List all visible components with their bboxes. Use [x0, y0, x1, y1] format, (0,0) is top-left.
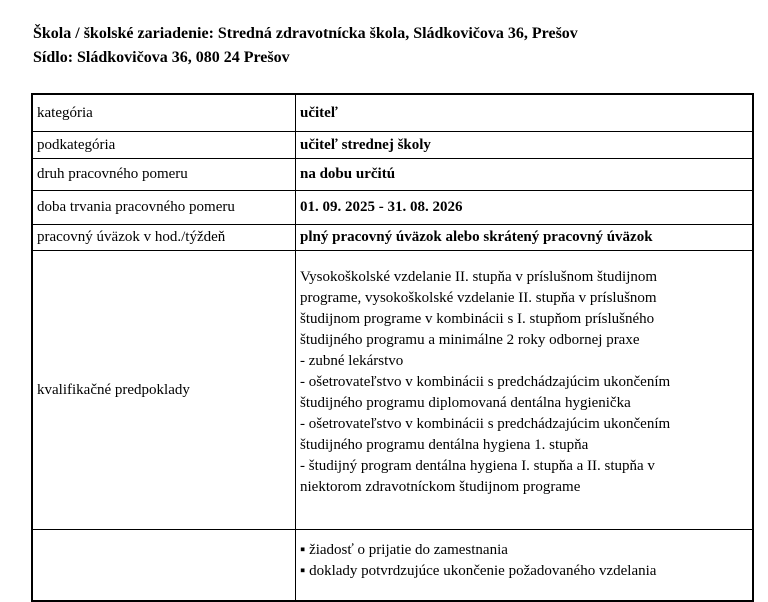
- qualification-line: - študijný program dentálna hygiena I. stupňa a II. stupňa v: [300, 458, 655, 474]
- row-value: plný pracovný úväzok alebo skrátený pracovný úväzok: [296, 225, 754, 251]
- qualification-line: študijného programu diplomovaná dentálna hygienička: [300, 395, 631, 411]
- table-row-category: [32, 94, 753, 132]
- qualification-text: [296, 251, 754, 530]
- seat-line: Sídlo: Sládkovičova 36, 080 24 Prešov: [33, 49, 290, 66]
- row-label: [32, 530, 296, 602]
- qualification-line: študijného programu a minimálne 2 roky odbornej praxe: [300, 332, 640, 348]
- requirement-item: ▪ žiadosť o prijatie do zamestnania: [300, 542, 508, 558]
- qualification-line: niektorom zdravotníckom študijnom programe: [300, 479, 581, 495]
- row-value: učiteľ: [296, 94, 754, 132]
- qualification-line: študijnom programe v kombinácii s I. stupňom príslušného: [300, 311, 655, 327]
- qualification-line: - ošetrovateľstvo v kombinácii s predchádzajúcim ukončením: [300, 416, 671, 432]
- qualification-line: - ošetrovateľstvo v kombinácii s predchádzajúcim ukončením: [300, 374, 671, 390]
- table-row-employment-type: [32, 159, 753, 191]
- row-value: na dobu určitú: [296, 159, 754, 191]
- row-label: podkategória: [32, 132, 296, 159]
- qualification-line: programe, vysokoškolské vzdelanie II. stupňa v príslušnom: [300, 290, 657, 306]
- table-row-subcategory: [32, 132, 753, 159]
- row-label: kategória: [32, 94, 296, 132]
- qualification-line: Vysokoškolské vzdelanie II. stupňa v príslušnom študijnom: [300, 269, 658, 285]
- qualification-line: - zubné lekárstvo: [300, 353, 404, 369]
- table-row-requirements: [32, 530, 753, 602]
- row-label: doba trvania pracovného pomeru: [32, 191, 296, 225]
- requirements-text: [296, 530, 754, 602]
- requirement-item: ▪ doklady potvrdzujúce ukončenie požadovaného vzdelania: [300, 563, 657, 579]
- school-line: Škola / školské zariadenie: Stredná zdravotnícka škola, Sládkovičova 36, Prešov: [33, 25, 578, 42]
- row-label: kvalifikačné predpoklady: [32, 251, 296, 530]
- qualification-line: študijného programu dentálna hygiena 1. stupňa: [300, 437, 589, 453]
- table-row-qualification: [32, 251, 753, 530]
- table-row-workload: [32, 225, 753, 251]
- document-header: [33, 22, 578, 70]
- position-table: [31, 93, 754, 602]
- row-label: pracovný úväzok v hod./týždeň: [32, 225, 296, 251]
- row-value: 01. 09. 2025 - 31. 08. 2026: [296, 191, 754, 225]
- row-value: učiteľ strednej školy: [296, 132, 754, 159]
- table-row-duration: [32, 191, 753, 225]
- row-label: druh pracovného pomeru: [32, 159, 296, 191]
